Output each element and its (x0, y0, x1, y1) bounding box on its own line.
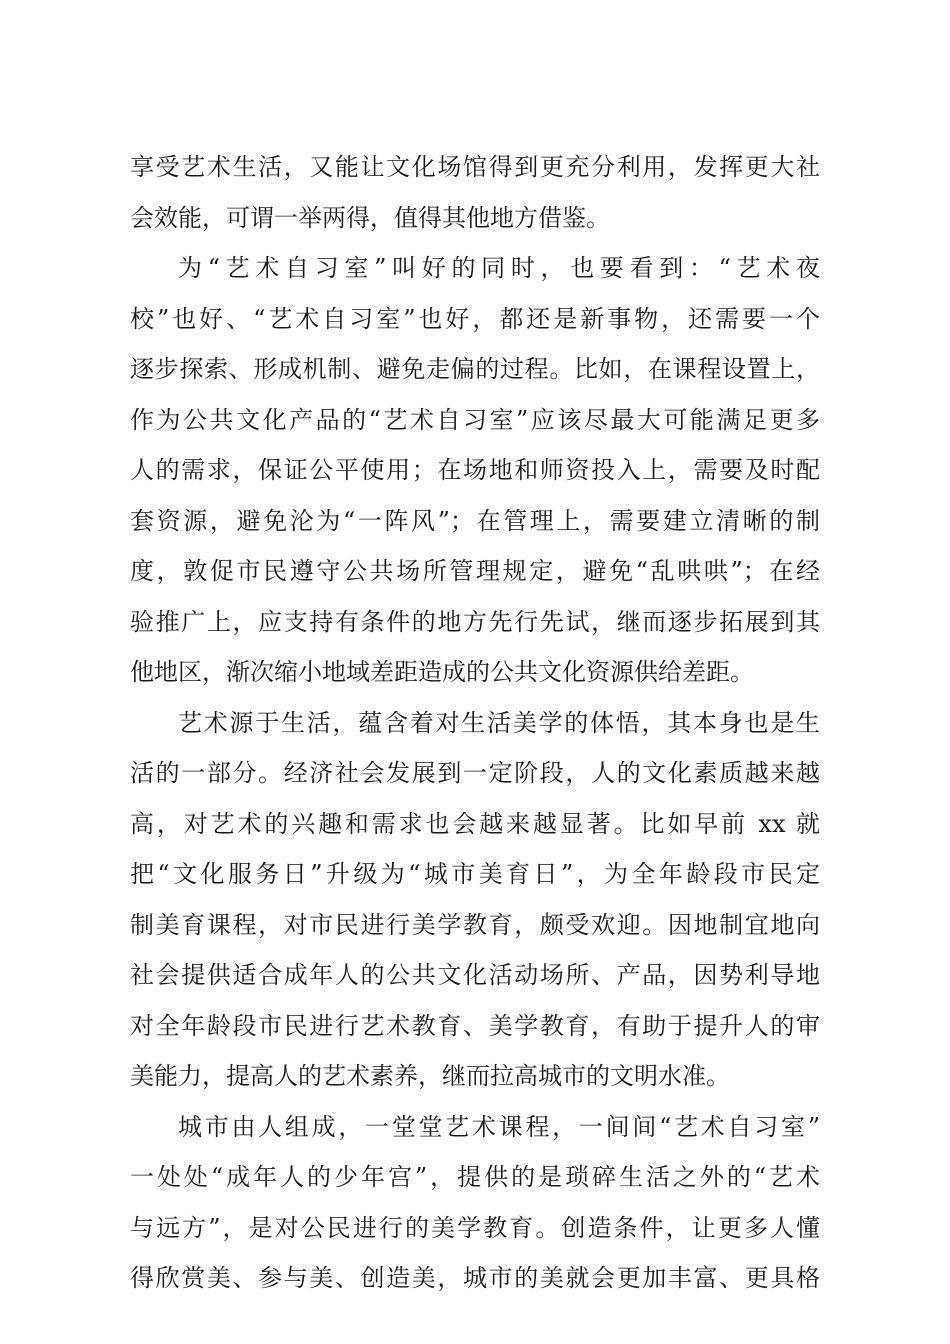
text-line: 享受艺术生活，又能让文化场馆得到更充分利用，发挥更大社 (130, 153, 820, 181)
text-line: 活的一部分。经济社会发展到一定阶段，人的文化素质越来越 (130, 759, 820, 787)
text-line: 人的需求，保证公平使用；在场地和师资投入上，需要及时配 (130, 456, 820, 484)
paragraph-end-line: 美能力，提高人的艺术素养，继而拉高城市的文明水准。 (130, 1062, 730, 1090)
text-line: 一处处“成年人的少年宫”，提供的是琐碎生活之外的“艺术 (130, 1163, 820, 1191)
text-line: 把“文化服务日”升级为“城市美育日”，为全年龄段市民定 (130, 860, 820, 888)
text-line: 对全年龄段市民进行艺术教育、美学教育，有助于提升人的审 (130, 1011, 820, 1040)
text-line: 社会提供适合成年人的公共文化活动场所、产品，因势利导地 (130, 961, 820, 989)
text-line: 得欣赏美、参与美、创造美，城市的美就会更加丰富、更具格 (130, 1264, 820, 1292)
paragraph-start-line: 为“艺术自习室”叫好的同时，也要看到：“艺术夜 (178, 254, 820, 282)
paragraph-end-line: 他地区，渐次缩小地域差距造成的公共文化资源供给差距。 (130, 658, 754, 686)
paragraph-end-line: 会效能，可谓一举两得，值得其他地方借鉴。 (130, 203, 610, 232)
text-line: 度，敦促市民遵守公共场所管理规定，避免“乱哄哄”；在经 (130, 557, 820, 585)
paragraph-start-line: 艺术源于生活，蕴含着对生活美学的体悟，其本身也是生 (178, 708, 820, 737)
paragraph-start-line: 城市由人组成，一堂堂艺术课程，一间间“艺术自习室” (178, 1112, 820, 1141)
text-line: 验推广上，应支持有条件的地方先行先试，继而逐步拓展到其 (130, 607, 820, 636)
text-line: 制美育课程，对市民进行美学教育，颇受欢迎。因地制宜地向 (130, 910, 820, 939)
article-body (130, 142, 820, 1304)
text-line: 高，对艺术的兴趣和需求也会越来越显著。比如早前 xx 就 (130, 809, 820, 838)
text-line: 套资源，避免沦为“一阵风”；在管理上，需要建立清晰的制 (130, 506, 820, 535)
text-line: 与远方”，是对公民进行的美学教育。创造条件，让更多人懂 (130, 1213, 820, 1242)
text-line: 作为公共文化产品的“艺术自习室”应该尽最大可能满足更多 (130, 405, 820, 434)
text-line: 校”也好、“艺术自习室”也好，都还是新事物，还需要一个 (130, 304, 820, 333)
text-line: 逐步探索、形成机制、避免走偏的过程。比如，在课程设置上， (130, 355, 820, 383)
